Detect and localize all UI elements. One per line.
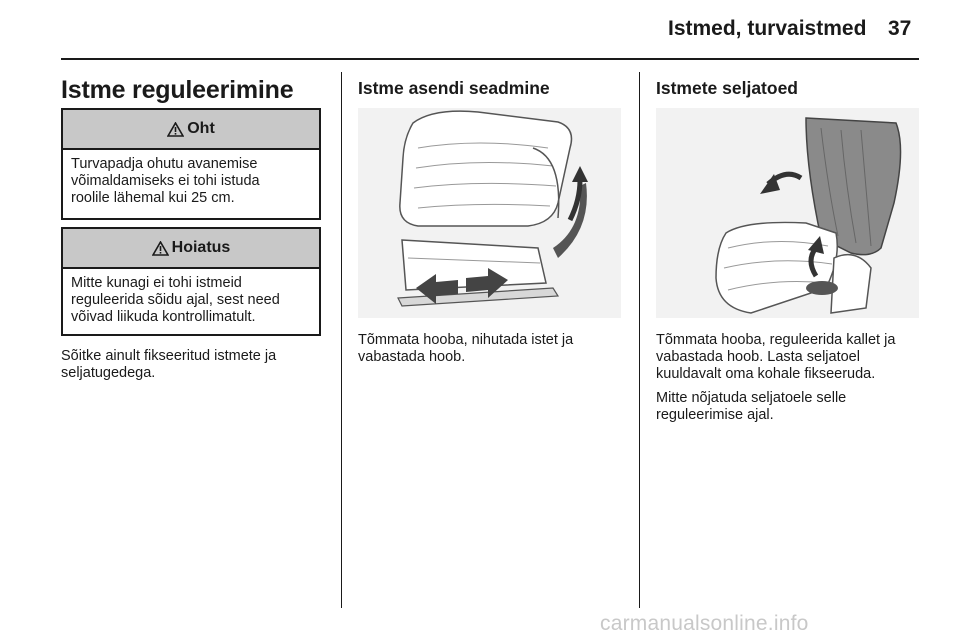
- page-number: 37: [888, 17, 912, 40]
- warning-box: [61, 227, 321, 336]
- middle-paragraph-line-2: vabastada hoob.: [358, 349, 466, 365]
- warning-line-2: reguleerida sõidu ajal, sest need: [71, 292, 280, 308]
- middle-paragraph: [358, 332, 573, 366]
- seatback-illustration: [656, 108, 919, 318]
- danger-line-3: roolile lähemal kui 25 cm.: [71, 190, 235, 206]
- section-heading-seatbacks: Istmete seljatoed: [656, 78, 798, 98]
- right-paragraph-2-line-2: reguleerimise ajal.: [656, 407, 774, 423]
- danger-box-text: [63, 150, 319, 207]
- warning-line-1: Mitte kunagi ei tohi istmeid: [71, 275, 242, 291]
- left-paragraph-line-2: seljatugedega.: [61, 365, 156, 381]
- left-paragraph-line-1: Sõitke ainult fikseeritud istmete ja: [61, 348, 277, 364]
- danger-box-title: Oht: [187, 120, 215, 137]
- warning-box-header: [63, 229, 319, 269]
- right-paragraph-1-line-2: vabastada hoob. Lasta seljatoel: [656, 349, 860, 365]
- danger-box-header: [63, 110, 319, 150]
- section-heading-seat-position: Istme asendi seadmine: [358, 78, 550, 98]
- right-paragraph-1-line-1: Tõmmata hooba, reguleerida kallet ja: [656, 332, 896, 348]
- danger-line-2: võimaldamiseks ei tohi istuda: [71, 173, 260, 189]
- left-paragraph: [61, 348, 276, 382]
- right-paragraph-1: [656, 332, 895, 383]
- right-paragraph-1-line-3: kuuldavalt oma kohale fikseeruda.: [656, 366, 876, 382]
- warning-box-title: Hoiatus: [171, 239, 231, 256]
- danger-box: [61, 108, 321, 220]
- header-title: Istmed, turvaistmed: [668, 17, 867, 40]
- watermark: carmanualsonline.info: [600, 612, 809, 635]
- warning-triangle-icon: [152, 241, 169, 256]
- section-heading-seat-adjustment: Istme reguleerimine: [61, 76, 294, 104]
- right-paragraph-2-line-1: Mitte nõjatuda seljatoele selle: [656, 390, 847, 406]
- column-divider-1: [341, 72, 342, 608]
- right-paragraph-2: [656, 390, 846, 424]
- seat-position-illustration: [358, 108, 621, 318]
- header-divider: [61, 58, 919, 60]
- danger-line-1: Turvapadja ohutu avanemise: [71, 156, 258, 172]
- middle-paragraph-line-1: Tõmmata hooba, nihutada istet ja: [358, 332, 574, 348]
- warning-triangle-icon: [167, 122, 184, 137]
- warning-box-text: [63, 269, 319, 326]
- column-divider-2: [639, 72, 640, 608]
- warning-line-3: võivad liikuda kontrollimatult.: [71, 309, 256, 325]
